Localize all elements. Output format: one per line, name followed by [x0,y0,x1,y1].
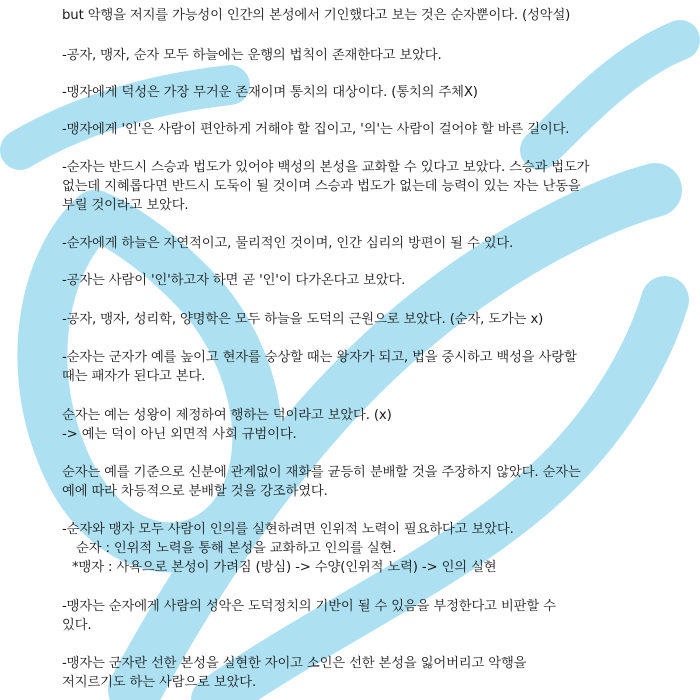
text-line: -공자, 맹자, 순자 모두 하늘에는 운행의 법칙이 존재한다고 보았다. [62,48,442,63]
text-line: 저지르기도 하는 사람으로 보았다. [62,675,257,690]
text-line: -맹자는 군자란 선한 본성을 실현한 자이고 소인은 선한 본성을 잃어버리고 악행을 [62,656,527,671]
text-line: -순자는 반드시 스승과 법도가 있어야 백성의 본성을 교화할 수 있다고 보았다. 스승과 법도가 [62,160,590,175]
text-line: -맹자에게 '인'은 사람이 편안하게 거해야 할 집이고, '의'는 사람이 걸어야 할 바른 길이다. [62,122,570,137]
text-line: 있다. [62,618,92,633]
text-line: 때는 패자가 된다고 본다. [62,369,206,384]
text-line: -맹자에게 덕성은 가장 무거운 존재이며 통치의 대상이다. (통치의 주체X) [62,85,478,100]
text-line: -순자는 군자가 예를 높이고 현자를 숭상할 때는 왕자가 되고, 법을 중시하고 백성을 사랑할 [62,350,577,365]
text-line: -순자와 맹자 모두 사람이 인의를 실현하려면 인위적 노력이 필요하다고 보았다. [62,522,514,537]
text-line: 예에 따라 차등적으로 분배할 것을 강조하였다. [62,484,328,499]
text-line: 부릴 것이라고 보았다. [62,198,189,213]
text-line: 순자는 예는 성왕이 제정하여 행하는 덕이라고 보았다. (x) [62,408,392,423]
text-line: -공자는 사람이 '인'하고자 하면 곧 '인'이 다가온다고 보았다. [62,273,406,288]
text-line: -공자, 맹자, 성리학, 양명학은 모두 하늘을 도덕의 근원으로 보았다. (순자, 도가는 x) [62,312,544,327]
text-line: 없는데 지혜롭다면 반드시 도둑이 될 것이며 스승과 법도가 없는데 능력이 있는 자는 난동을 [62,179,581,194]
text-line: -맹자는 순자에게 사람의 성악은 도덕정치의 기반이 될 수 있음을 부정한다고 비판할 수 [62,599,556,614]
text-line: -순자에게 하늘은 자연적이고, 물리적인 것이며, 인간 심리의 방편이 될 수 있다. [62,236,514,251]
text-line: -> 예는 덕이 아닌 외면적 사회 규범이다. [62,427,297,442]
text-line: 순자는 예를 기준으로 신분에 관계없이 재화를 균등히 분배할 것을 주장하지 않았다. 순자는 [62,465,581,480]
text-line: 순자 : 인위적 노력을 통해 본성을 교화하고 인의를 실현. [76,541,397,556]
text-line: *맹자 : 사욕으로 본성이 가려짐 (방심) -> 수양(인위적 노력) -> 인의 실현 [72,560,497,575]
text-line: but 악행을 저지를 가능성이 인간의 본성에서 기인했다고 보는 것은 순자뿐이다. (성악설) [62,8,571,23]
